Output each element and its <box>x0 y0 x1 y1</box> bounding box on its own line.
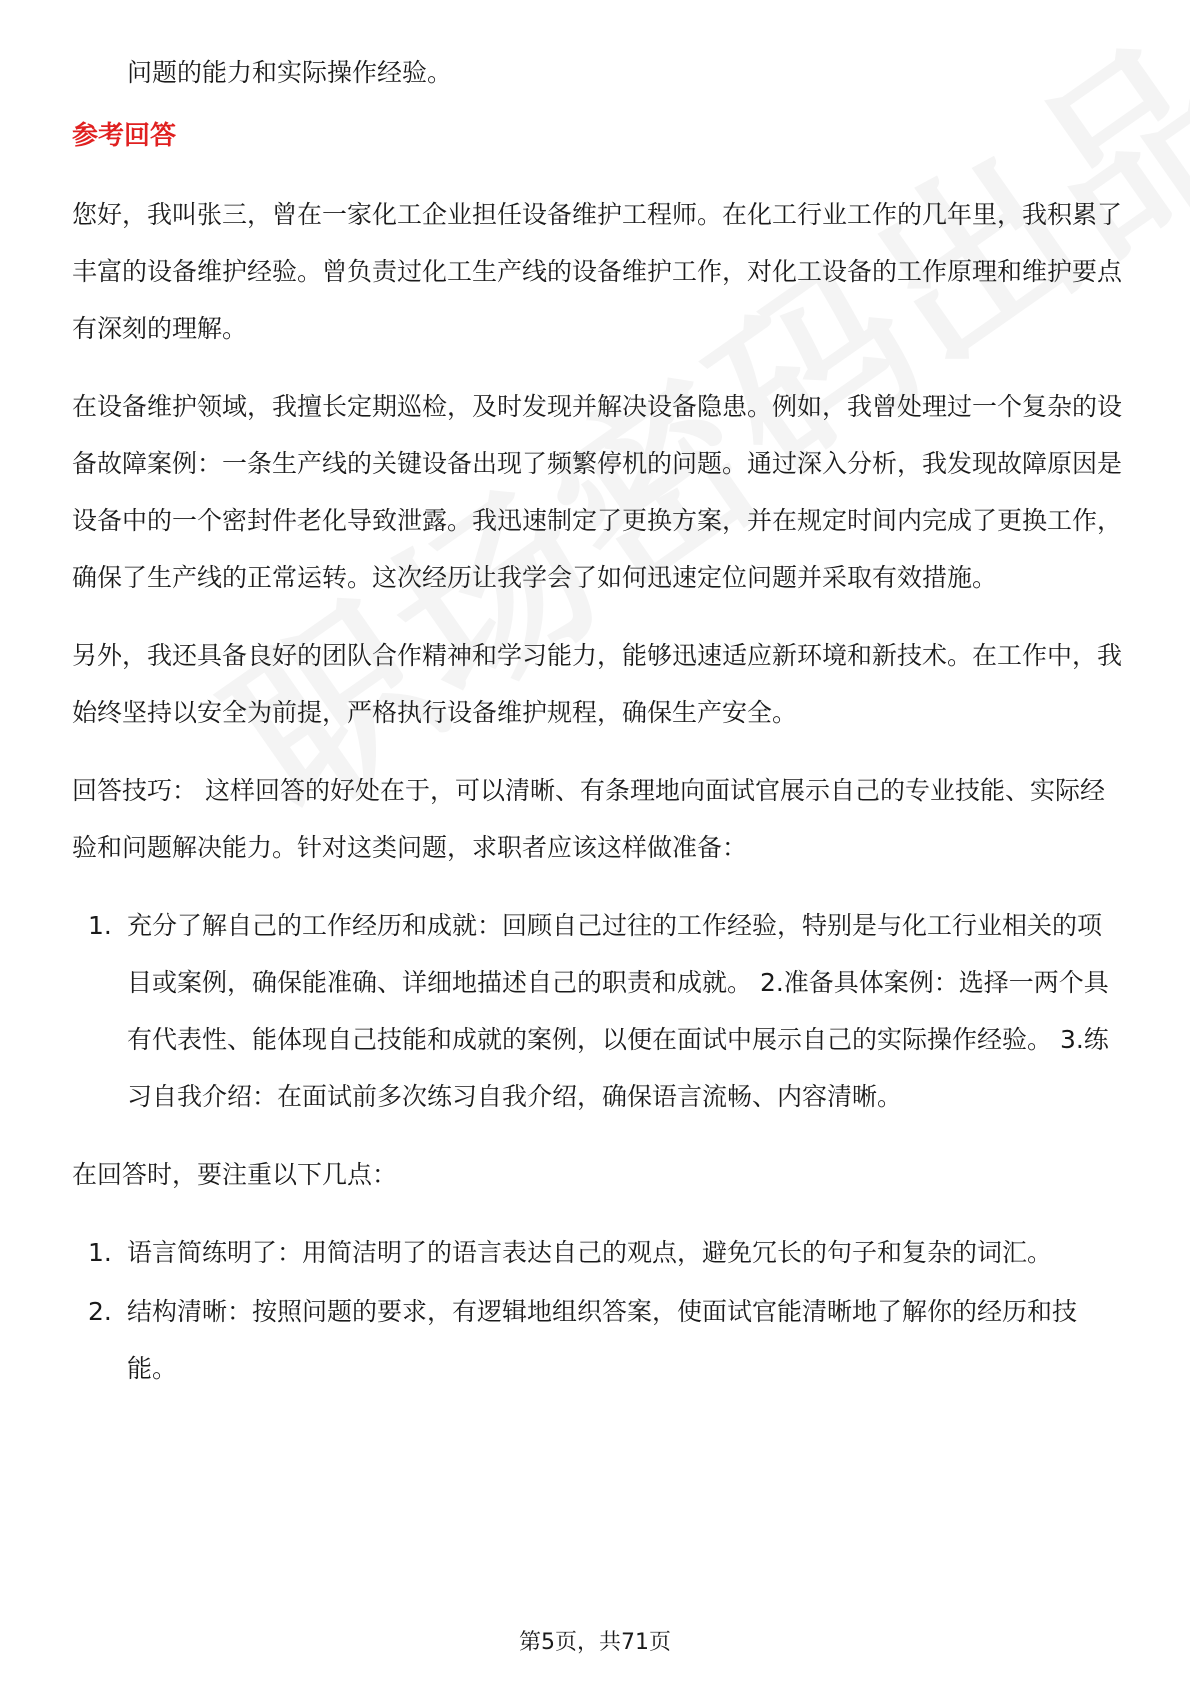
list-item-text: 充分了解自己的工作经历和成就：回顾自己过往的工作经验，特别是与化工行业相关的项目或案例，确保能准确、详细地描述自己的职责和成就。 2.准备具体案例：选择一两个具有代表性、能体现自己技能和成就的案例，以便在面试中展示自己的实际操作经验。 3.练习自我介绍：在面试前多次练习自我介绍，确保语言流畅、内容清晰。 <box>127 911 1109 1111</box>
tips-paragraph: 回答技巧： 这样回答的好处在于，可以清晰、有条理地向面试官展示自己的专业技能、实际经验和问题解决能力。针对这类问题，求职者应该这样做准备： <box>72 776 1105 862</box>
intro-continuation: 问题的能力和实际操作经验。 <box>127 58 453 87</box>
list-item <box>72 1283 1122 1397</box>
points-intro: 在回答时，要注重以下几点： <box>72 1160 398 1189</box>
page-footer: 第5页，共71页 <box>519 1630 671 1655</box>
document-body <box>72 44 1122 1397</box>
list-number: 2. <box>88 1297 112 1326</box>
list-number: 1. <box>88 1238 112 1267</box>
paragraph-2: 在设备维护领域，我擅长定期巡检，及时发现并解决设备隐患。例如，我曾处理过一个复杂的设备故障案例：一条生产线的关键设备出现了频繁停机的问题。通过深入分析，我发现故障原因是设备中的一个密封件老化导致泄露。我迅速制定了更换方案，并在规定时间内完成了更换工作，确保了生产线的正常运转。这次经历让我学会了如何迅速定位问题并采取有效措施。 <box>72 392 1123 592</box>
list-item-text: 语言简练明了：用简洁明了的语言表达自己的观点，避免冗长的句子和复杂的词汇。 <box>127 1238 1053 1267</box>
list-item <box>72 1224 1122 1281</box>
list-number: 1. <box>88 911 112 940</box>
prep-list <box>72 897 1122 1125</box>
answer-heading: 参考回答 <box>72 121 177 151</box>
paragraph-3: 另外，我还具备良好的团队合作精神和学习能力，能够迅速适应新环境和新技术。在工作中，我始终坚持以安全为前提，严格执行设备维护规程，确保生产安全。 <box>72 641 1123 727</box>
paragraph-1: 您好，我叫张三，曾在一家化工企业担任设备维护工程师。在化工行业工作的几年里，我积累了丰富的设备维护经验。曾负责过化工生产线的设备维护工作，对化工设备的工作原理和维护要点有深刻的理解。 <box>72 200 1123 343</box>
list-item <box>72 897 1122 1125</box>
points-list <box>72 1224 1122 1397</box>
list-item-text: 结构清晰：按照问题的要求，有逻辑地组织答案，使面试官能清晰地了解你的经历和技能。 <box>127 1297 1078 1383</box>
